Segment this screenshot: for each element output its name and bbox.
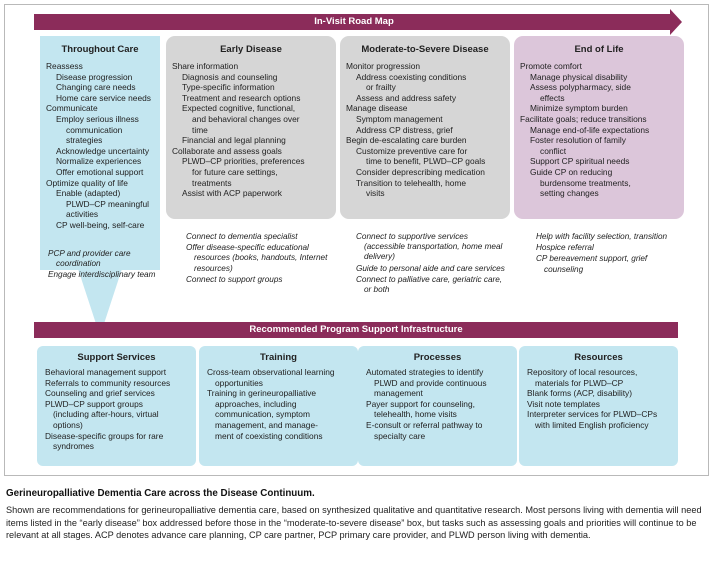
column-item: activities (66, 209, 99, 220)
support-notes-end (536, 232, 686, 276)
column-item: Changing care needs (56, 82, 136, 93)
box-heading: Processes (413, 352, 462, 363)
box-item: approaches, including (215, 398, 297, 409)
box-item: communication, symptom (215, 409, 310, 420)
box-item: management (374, 388, 423, 399)
column-heading: End of Life (574, 44, 624, 55)
column-item: Enable (adapted) (56, 188, 121, 199)
support-note: Connect to support groups (186, 274, 283, 284)
support-note: Connect to dementia specialist (186, 232, 298, 241)
column-item: for future care settings, (192, 166, 278, 177)
box-item: specialty care (374, 430, 426, 441)
column-item: conflict (540, 145, 567, 156)
box-item: Training in gerineuropalliative (207, 388, 317, 399)
box-items (358, 367, 517, 441)
box-resources (519, 346, 678, 466)
support-note: Connect to supportive services (accessible transportation, home meal delivery) (356, 232, 503, 262)
column-item: Facilitate goals; reduce transitions (520, 113, 647, 124)
support-note: Offer disease-specific educational resources (books, handouts, Internet resources) (186, 243, 328, 273)
box-item: Automated strategies to identify (366, 367, 484, 377)
column-item: Diagnosis and counseling (182, 71, 278, 82)
column-throughout-care (40, 36, 160, 266)
column-item: Manage physical disability (530, 71, 628, 82)
box-item: opportunities (215, 377, 263, 388)
column-item: Normalize experiences (56, 156, 142, 167)
box-items (519, 367, 678, 431)
box-item: management, and manage- (215, 419, 318, 430)
support-notes-throughout (48, 249, 160, 282)
column-item: communication (66, 124, 123, 135)
box-item: Counseling and grief services (45, 388, 155, 399)
support-notes-early (186, 232, 336, 286)
column-item: Acknowledge uncertainty (56, 145, 150, 156)
column-items (40, 61, 160, 231)
box-item: Visit note templates (527, 398, 600, 409)
box-heading: Support Services (77, 352, 156, 363)
support-note: Help with facility selection, transition (536, 232, 668, 241)
column-item: Employ serious illness (56, 113, 139, 124)
column-item: Transition to telehealth, home (356, 177, 467, 188)
column-item: Expected cognitive, functional, (182, 103, 296, 114)
column-item: time (192, 124, 208, 135)
column-item: Collaborate and assess goals (172, 145, 282, 156)
column-item: effects (540, 92, 565, 103)
column-item: visits (366, 188, 385, 199)
column-item: Manage end-of-life expectations (530, 124, 650, 135)
column-item: Treatment and research options (182, 92, 301, 103)
column-heading: Moderate-to-Severe Disease (361, 44, 489, 55)
box-processes (358, 346, 517, 466)
support-note: Hospice referral (536, 243, 594, 253)
column-item: Address coexisting conditions (356, 71, 467, 82)
column-item: CP well-being, self-care (56, 219, 145, 230)
column-item: Type-specific information (182, 82, 275, 93)
box-item: with limited English proficiency (535, 419, 649, 430)
box-item: Repository of local resources, (527, 367, 638, 377)
column-item: Consider deprescribing medication (356, 166, 485, 177)
box-item: (including after-hours, virtual (53, 409, 159, 420)
box-item: options) (53, 419, 83, 430)
column-item: Reassess (46, 61, 83, 71)
column-item: time to benefit, PLWD–CP goals (366, 156, 486, 167)
column-early-disease (166, 36, 336, 219)
column-item: Manage disease (346, 103, 408, 114)
column-item: or frailty (366, 82, 396, 93)
column-item: Disease progression (56, 71, 133, 82)
column-item: Begin de-escalating care burden (346, 135, 467, 146)
box-item: Blank forms (ACP, disability) (527, 388, 633, 399)
box-item: telehealth, home visits (374, 409, 457, 420)
column-item: Assist with ACP paperwork (182, 188, 282, 199)
column-item: Minimize symptom burden (530, 103, 628, 114)
box-item: PLWD–CP support groups (45, 398, 143, 409)
column-item: Guide CP on reducing (530, 166, 613, 177)
column-items (340, 61, 510, 199)
column-item: burdensome treatments, (540, 177, 631, 188)
box-item: syndromes (53, 441, 94, 452)
column-item: Monitor progression (346, 61, 421, 71)
column-item: Communicate (46, 103, 98, 114)
support-note: PCP and provider care coordination (48, 249, 131, 269)
box-training (199, 346, 358, 466)
infrastructure-banner: Recommended Program Support Infrastructure (34, 322, 678, 338)
column-item: Optimize quality of life (46, 177, 128, 188)
support-note: Guide to personal aide and care services (356, 263, 505, 273)
caption-title: Gerineuropalliative Dementia Care across the Disease Continuum. (6, 488, 315, 499)
column-items (166, 61, 336, 199)
column-item: setting changes (540, 188, 599, 199)
support-notes-moderate (356, 232, 506, 296)
box-support-services (37, 346, 196, 466)
box-item: Disease-specific groups for rare (45, 430, 164, 441)
support-note: Connect to palliative care, geriatric care, or both (356, 274, 503, 295)
column-items (514, 61, 684, 199)
column-item: Foster resolution of family (530, 135, 626, 146)
box-item: Referrals to community resources (45, 377, 171, 388)
roadmap-arrowhead (670, 9, 682, 35)
column-item: PLWD–CP meaningful (66, 198, 150, 209)
box-item: Cross-team observational learning (207, 367, 335, 377)
caption-text: Shown are recommendations for gerineuropalliative dementia care, based on synthesized qualitative and quantitative research. Most persons living with dementia will need items listed in the “early disease” box addressed before those in the “moderate-to-severe disease” box, but tasks such as assessing goals and priorities will continue to be relevant at all stages. ACP denotes advance care planning, CP care partner, PCP primary care provider, and PLWD person living with dementia. (6, 505, 702, 540)
box-item: Payer support for counseling, (366, 398, 475, 409)
column-item: Address CP distress, grief (356, 124, 453, 135)
box-item: PLWD and provide continuous (374, 377, 487, 388)
box-items (199, 367, 358, 441)
column-item: Offer emotional support (56, 166, 144, 177)
roadmap-banner: In-Visit Road Map (34, 14, 674, 30)
column-item: strategies (66, 135, 103, 146)
support-note: Engage interdisciplinary team (48, 270, 156, 280)
box-heading: Resources (574, 352, 623, 363)
box-item: ment of coexisting conditions (215, 430, 323, 441)
column-item: Symptom management (356, 113, 443, 124)
column-item: treatments (192, 177, 232, 188)
column-item: Customize preventive care for (356, 145, 468, 156)
box-heading: Training (260, 352, 297, 363)
column-item: Assess and address safety (356, 92, 457, 103)
column-item: Share information (172, 61, 239, 71)
box-item: Interpreter services for PLWD–CPs (527, 409, 658, 420)
column-end-of-life (514, 36, 684, 219)
column-item: Assess polypharmacy, side (530, 82, 631, 93)
column-heading: Throughout Care (61, 44, 139, 55)
column-item: Promote comfort (520, 61, 582, 71)
box-item: materials for PLWD–CP (535, 377, 624, 388)
column-item: and behavioral changes over (192, 113, 300, 124)
column-moderate-severe (340, 36, 510, 219)
column-item: Home care service needs (56, 92, 151, 103)
column-item: Financial and legal planning (182, 135, 286, 146)
column-item: Support CP spiritual needs (530, 156, 630, 167)
column-item: PLWD–CP priorities, preferences (182, 156, 305, 167)
column-heading: Early Disease (220, 44, 282, 55)
box-items (37, 367, 196, 452)
support-note: CP bereavement support, grief counseling (536, 254, 648, 274)
box-item: E-consult or referral pathway to (366, 419, 483, 430)
box-item: Behavioral management support (45, 367, 167, 377)
